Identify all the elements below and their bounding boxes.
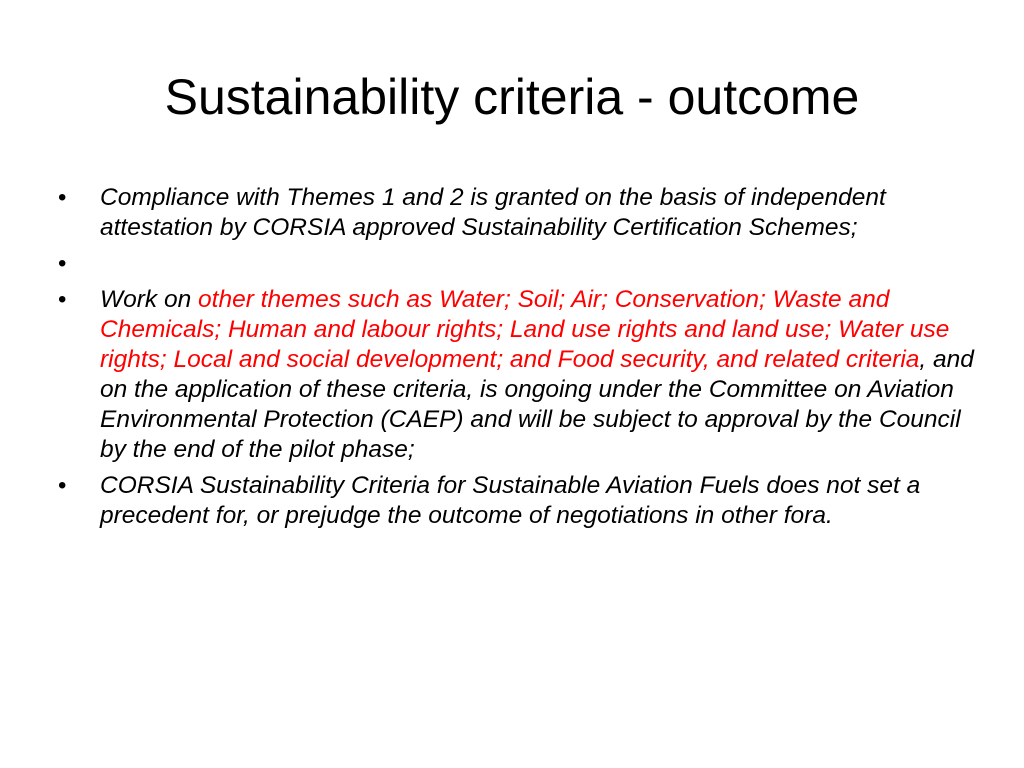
bullet-item-precedent (56, 471, 976, 531)
bullet-item-other-themes (56, 285, 976, 465)
bullet-icon: • (58, 184, 67, 211)
slide-title: Sustainability criteria - outcome (164, 69, 860, 125)
bullet-text-tail: , and on the application of these criteria, is ongoing under the Committee on Aviation Environmental Protection (CAEP) and will be subject to approval by the Council by the end of the pilot phase; (100, 346, 974, 463)
bullet-icon: • (58, 472, 67, 499)
bullet-item-compliance (56, 183, 976, 243)
bullet-text-highlight: other themes such as Water; Soil; Air; Conservation; Waste and Chemicals; Human and labour rights; Land use rights and land use; Water use rights; Local and social development; and Food security, and related criteria (100, 286, 950, 373)
bullet-text: Compliance with Themes 1 and 2 is granted on the basis of independent attestation by CORSIA approved Sustainability Certification Schemes; (100, 184, 886, 241)
bullet-item-empty (56, 249, 976, 279)
bullet-text-lead: Work on (100, 286, 199, 313)
bullet-list (56, 183, 976, 531)
bullet-icon: • (58, 286, 67, 313)
bullet-icon: • (58, 250, 67, 277)
bullet-text: CORSIA Sustainability Criteria for Sustainable Aviation Fuels does not set a precedent for, or prejudge the outcome of negotiations in other fora. (100, 472, 921, 529)
